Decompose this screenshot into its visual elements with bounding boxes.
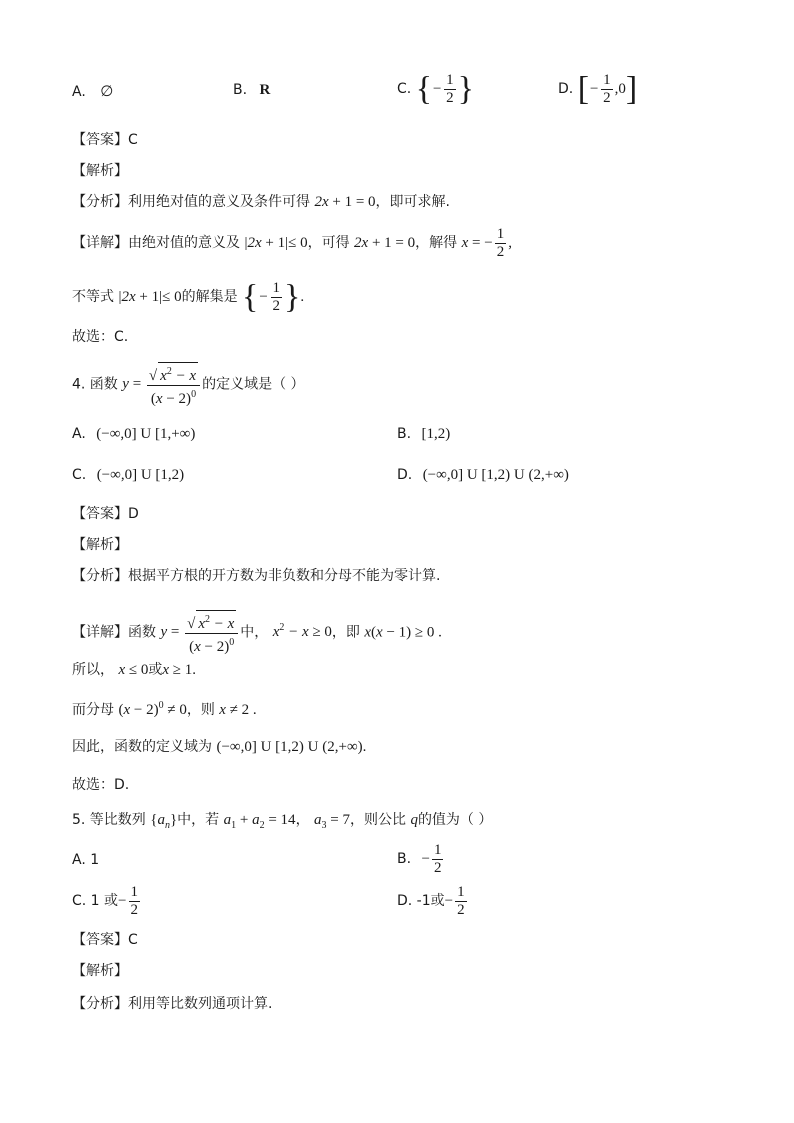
q4-option-b: B. [1,2) bbox=[397, 426, 451, 442]
detail-label: 【详解】 bbox=[72, 234, 128, 251]
q4-answer: 【答案】D bbox=[72, 506, 139, 522]
equation: 2x + 1 = 0 bbox=[314, 194, 376, 210]
q4-jiexi-label: 【解析】 bbox=[72, 537, 128, 553]
equation: 2x + 1 = 0 bbox=[354, 234, 416, 251]
function-expression: y = $\frac{√ x^2 - x}{(x - 2)^0}$ bbox=[160, 624, 240, 640]
q4-detail: 【详解】函数 y = $\frac{√ x^2 - x}{(x - 2)^0}$ 中， $x^2 - x \ge 0$，即 x(x − 1) ≥ 0 . bbox=[72, 610, 442, 656]
option-d-value: [− $\frac{1}{2}$ ,0] bbox=[577, 70, 638, 108]
q4-option-a: A. (−∞,0] U [1,+∞) bbox=[72, 426, 196, 442]
q3-solution-set: 不等式 |2x + 1|≤ 0的解集是 {− $\frac{1}{2}$ }. bbox=[72, 278, 305, 316]
q4-denominator: 而分母 $(x - 2)^0 \ne 0$，则 x ≠ 2 . bbox=[72, 700, 257, 718]
option-label: B. bbox=[233, 82, 248, 98]
inequality: x(x − 1) ≥ 0 . bbox=[364, 624, 442, 641]
abs-inequality: |2x + 1|≤ 0 bbox=[244, 234, 308, 251]
q4-choice: 故选：D. bbox=[72, 777, 130, 793]
q4-stem: 4. 函数 y = $\frac{√ x^2 - x}{(x - 2)^0}$ 的定义域是（ ） bbox=[72, 362, 305, 408]
q4-option-c: C. (−∞,0] U [1,2) bbox=[72, 467, 185, 483]
q3-option-c bbox=[397, 72, 474, 107]
q3-detail: 【详解】由绝对值的意义及 |2x + 1|≤ 0，可得 2x + 1 = 0，解得 x = − $\frac{1}{2}$ , bbox=[72, 226, 512, 260]
q3-answer: 【答案】C bbox=[72, 132, 138, 148]
q5-stem: 5. 等比数列 $\{a_n\}$中，若 $a_1 + a_2 = 14$， $a_3 = 7$，则公比 q的值为（ ） bbox=[72, 812, 493, 831]
q5-option-a: A. 1 bbox=[72, 852, 100, 868]
q5-option-b: B. − $\frac{1}{2}$ bbox=[397, 842, 442, 876]
q4-option-d: D. (−∞,0] U [1,2) U (2,+∞) bbox=[397, 467, 569, 483]
function-expression: y = $\frac{√ x^2 - x}{(x - 2)^0}$ bbox=[122, 376, 202, 392]
q5-answer: 【答案】C bbox=[72, 932, 138, 948]
option-c-value: {− $\frac{1}{2}$ } bbox=[415, 70, 474, 108]
q5-option-d: D. -1或− $\frac{1}{2}$ bbox=[397, 884, 465, 918]
q4-conclusion: 因此，函数的定义域为 (−∞,0] U [1,2) U (2,+∞). bbox=[72, 739, 367, 755]
q4-suoyi: 所以， x ≤ 0或x ≥ 1. bbox=[72, 662, 197, 678]
interval: (−∞,0] U [1,2) U (2,+∞) bbox=[422, 467, 569, 483]
interval: [1,2) bbox=[421, 426, 451, 442]
q5-option-c: C. 1 或− $\frac{1}{2}$ bbox=[72, 884, 139, 918]
set: {− $\frac{1}{2}$ }. bbox=[242, 278, 305, 316]
analysis-label: 【分析】 bbox=[72, 194, 128, 210]
q5-analysis: 【分析】利用等比数列通项计算. bbox=[72, 996, 273, 1012]
inequality: $x^2 - x \ge 0$ bbox=[272, 622, 332, 641]
solution: x = − $\frac{1}{2}$ , bbox=[461, 226, 512, 260]
interval: (−∞,0] U [1,+∞) bbox=[96, 426, 196, 442]
option-label: A. bbox=[72, 84, 86, 100]
q3-jiexi-label: 【解析】 bbox=[72, 163, 128, 179]
option-b-value: R bbox=[259, 82, 271, 98]
interval: (−∞,0] U [1,2) bbox=[96, 467, 185, 483]
q3-option-a bbox=[72, 82, 113, 101]
abs-inequality: |2x + 1|≤ 0 bbox=[118, 288, 182, 305]
empty-set-symbol: ∅ bbox=[100, 84, 114, 100]
q3-option-d bbox=[558, 72, 637, 107]
option-label: C. bbox=[397, 80, 412, 97]
q3-choice: 故选：C. bbox=[72, 329, 129, 345]
q5-jiexi-label: 【解析】 bbox=[72, 963, 128, 979]
q3-analysis: 【分析】利用绝对值的意义及条件可得 2x + 1 = 0，即可求解. bbox=[72, 194, 450, 210]
q4-analysis: 【分析】根据平方根的开方数为非负数和分母不能为零计算. bbox=[72, 568, 441, 584]
option-label: D. bbox=[558, 80, 574, 97]
domain-interval: (−∞,0] U [1,2) U (2,+∞). bbox=[216, 739, 367, 755]
q3-option-b bbox=[233, 82, 270, 99]
sequence: $\{a_n\}$ bbox=[150, 812, 178, 831]
